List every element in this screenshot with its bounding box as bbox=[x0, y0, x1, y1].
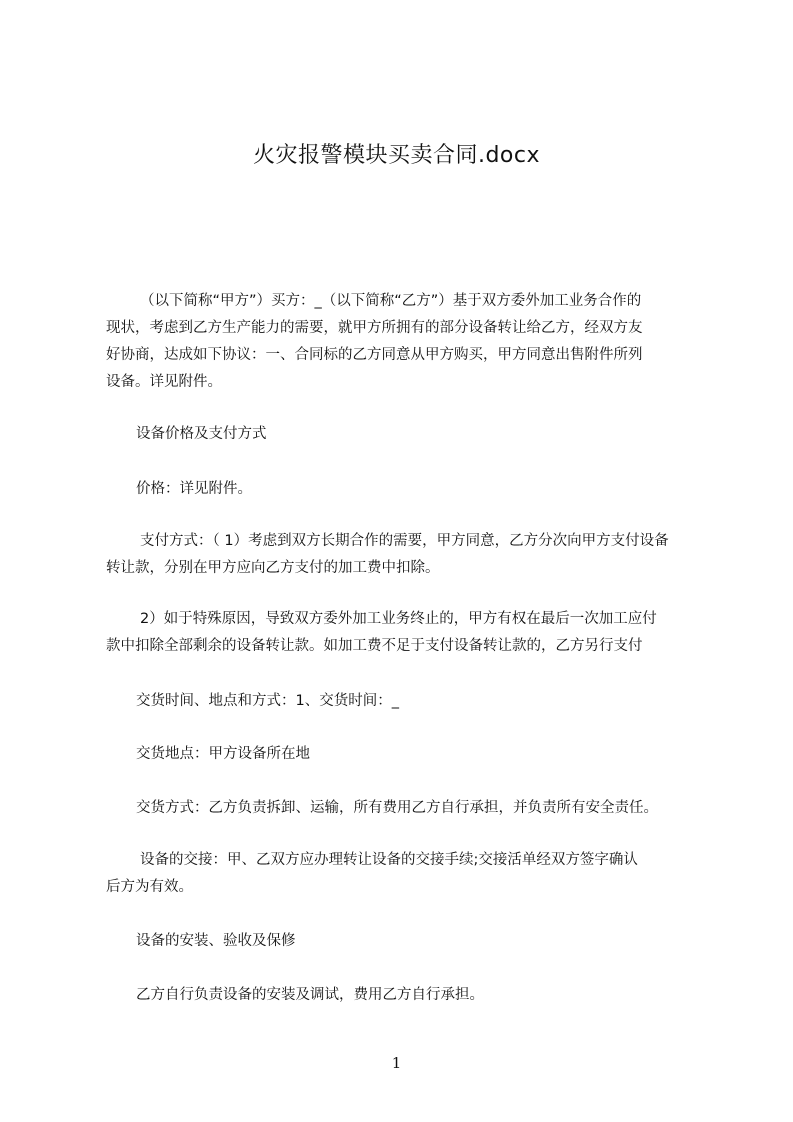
paragraph-delivery-place bbox=[106, 741, 706, 768]
text-line: 设备的交接：甲、乙双方应办理转让设备的交接手续;交接活单经双方签字确认 bbox=[140, 852, 638, 868]
text-line: 好协商，达成如下协议：一、合同标的乙方同意从甲方购买，甲方同意出售附件所列 bbox=[106, 347, 643, 363]
paragraph-payment-method bbox=[106, 528, 706, 582]
paragraph-heading-price-payment bbox=[106, 421, 706, 448]
text-line: （以下简称“甲方”）买方：_（以下简称“乙方”）基于双方委外加工业务合作的 bbox=[140, 293, 642, 309]
text-line: 2）如于特殊原因，导致双方委外加工业务终止的，甲方有权在最后一次加工应付 bbox=[140, 611, 657, 627]
text-line: 设备。详见附件。 bbox=[106, 374, 222, 390]
text-line: 乙方自行负责设备的安装及调试，费用乙方自行承担。 bbox=[136, 987, 484, 1003]
page-number: 1 bbox=[391, 1054, 402, 1072]
paragraph-intro bbox=[106, 288, 706, 396]
paragraph-delivery-time bbox=[106, 688, 706, 715]
text-line: 设备的安装、验收及保修 bbox=[136, 933, 296, 949]
paragraph-install bbox=[106, 982, 706, 1009]
paragraph-price bbox=[106, 476, 706, 503]
text-line: 价格：详见附件。 bbox=[136, 481, 252, 497]
document-title: 火灾报警模块买卖合同.docx bbox=[252, 143, 541, 168]
text-line: 转让款，分别在甲方应向乙方支付的加工费中扣除。 bbox=[106, 560, 440, 576]
paragraph-termination bbox=[106, 606, 706, 660]
text-line: 交货地点：甲方设备所在地 bbox=[136, 746, 310, 762]
text-line: 设备价格及支付方式 bbox=[136, 426, 267, 442]
text-line: 交货时间、地点和方式：1、交货时间：_ bbox=[136, 693, 399, 709]
text-line: 现状，考虑到乙方生产能力的需要，就甲方所拥有的部分设备转让给乙方，经双方友 bbox=[106, 320, 643, 336]
text-line: 后方为有效。 bbox=[106, 879, 193, 895]
paragraph-delivery-method bbox=[106, 795, 706, 822]
text-line: 支付方式：（ 1）考虑到双方长期合作的需要，甲方同意，乙方分次向甲方支付设备 bbox=[140, 533, 669, 549]
paragraph-handover bbox=[106, 847, 706, 901]
text-line: 交货方式：乙方负责拆卸、运输，所有费用乙方自行承担，并负责所有安全责任。 bbox=[136, 800, 658, 816]
paragraph-heading-install bbox=[106, 928, 706, 955]
text-line: 款中扣除全部剩余的设备转让款。如加工费不足于支付设备转让款的，乙方另行支付 bbox=[106, 638, 643, 654]
